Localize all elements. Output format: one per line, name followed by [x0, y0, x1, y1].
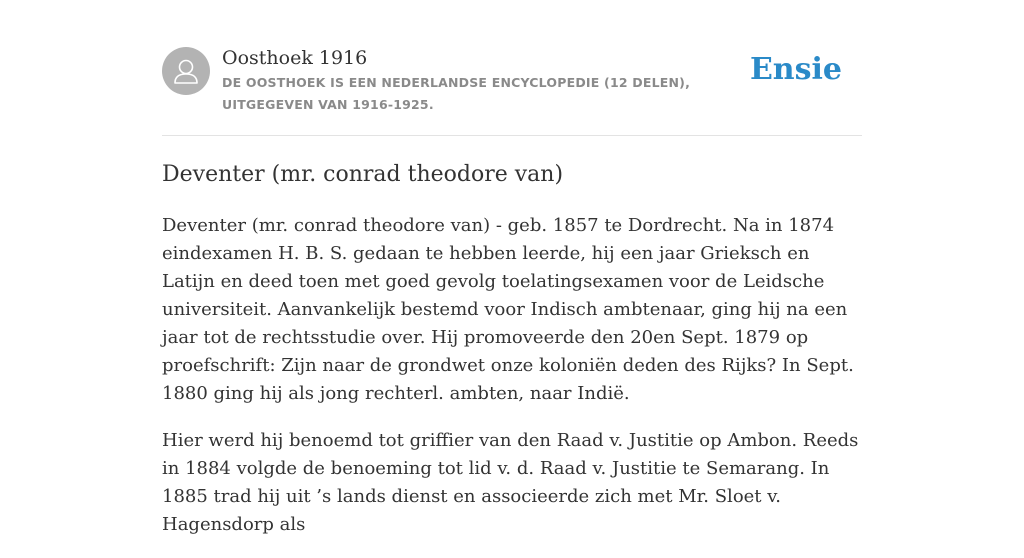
- avatar[interactable]: [162, 47, 210, 95]
- article-paragraph: Deventer (mr. conrad theodore van) - geb. 1857 te Dordrecht. Na in 1874 eindexamen H. B. S. gedaan te hebben leerde, hij een jaar Grieksch en Latijn en deed toen met goed gevolg toelatingsexamen voor de Leidsche universiteit. Aanvankelijk bestemd voor Indisch ambtenaar, ging hij na een jaar tot de rechtsstudie over. Hij promoveerde den 20en Sept. 1879 op proefschrift: Zijn naar de grondwet onze koloniën deden des Rijks? In Sept. 1880 ging hij als jong rechterl. ambten, naar Indië.: [162, 215, 854, 404]
- article-paragraph: Hier werd hij benoemd tot griffier van den Raad v. Justitie op Ambon. Reeds in 1884 volgde de benoeming tot lid v. d. Raad v. Justitie te Semarang. In 1885 trad hij uit ’s lands dienst en associeerde zich met Mr. Sloet v. Hagensdorp als: [162, 430, 859, 535]
- source-title[interactable]: Oosthoek 1916: [222, 47, 368, 69]
- article-body: [162, 212, 867, 558]
- source-header: [162, 0, 862, 136]
- brand-logo[interactable]: Ensie: [749, 52, 842, 87]
- person-silhouette-icon: [162, 47, 210, 95]
- page: [162, 0, 862, 535]
- article-title: Deventer (mr. conrad theodore van): [162, 162, 564, 187]
- source-description: DE OOSTHOEK IS EEN NEDERLANDSE ENCYCLOPEDIE (12 DELEN), UITGEGEVEN VAN 1916-1925.: [222, 75, 691, 112]
